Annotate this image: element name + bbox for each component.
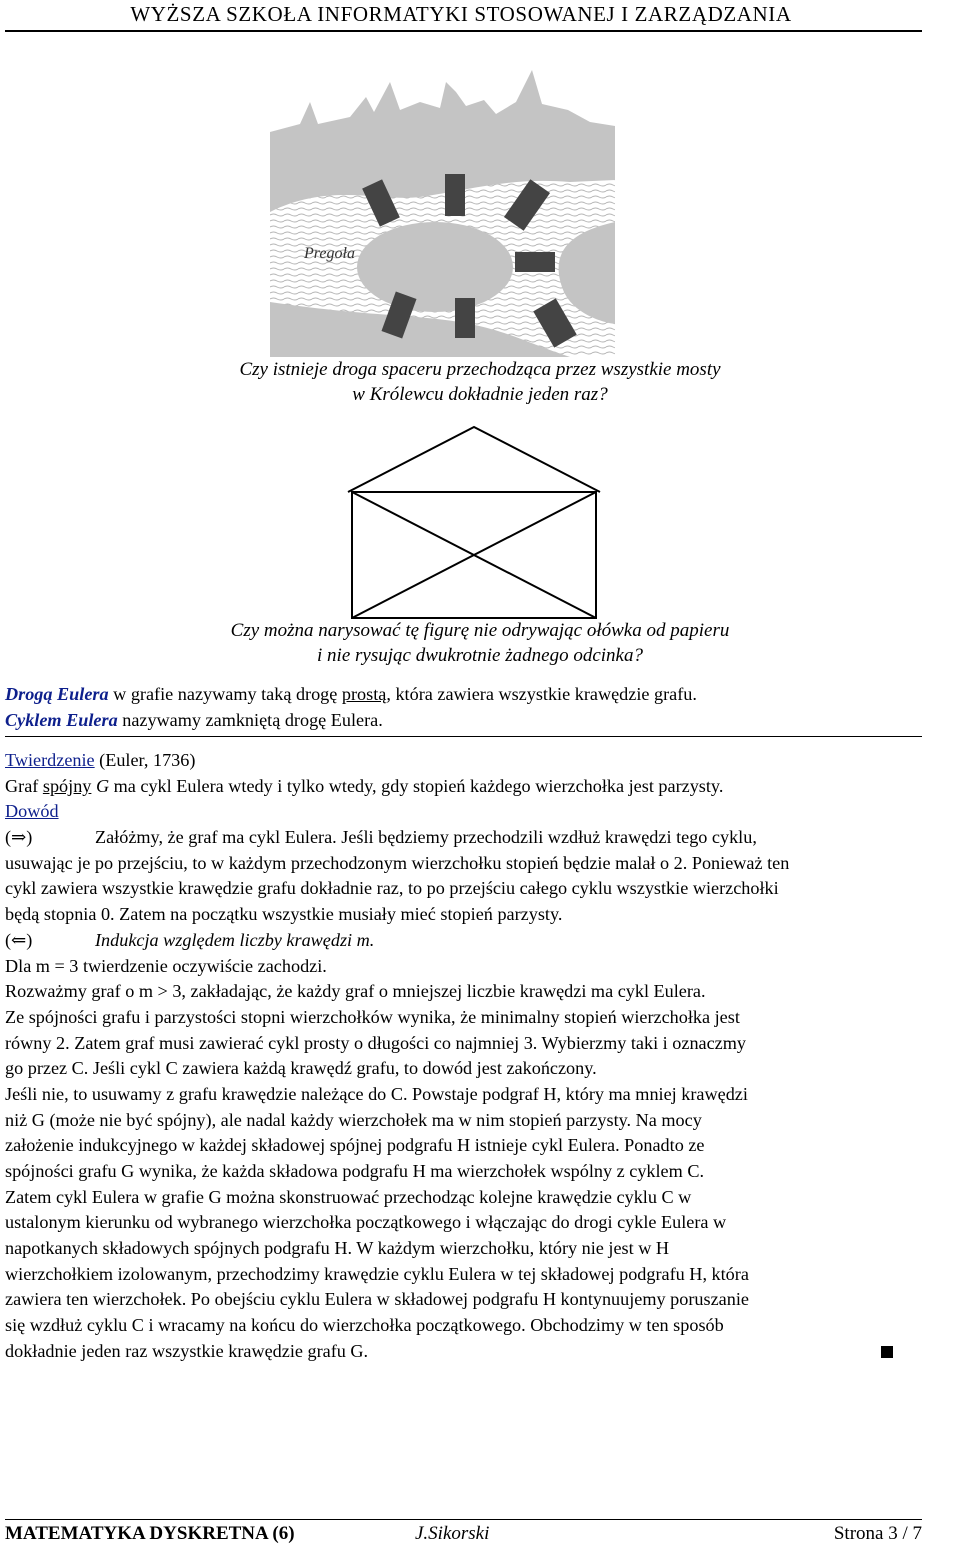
bridge-5 — [455, 298, 475, 338]
proof-line: się wzdłuż cyklu C i wracamy na końcu do wierzchołka początkowego. Obchodzimy w ten sposób — [5, 1315, 724, 1336]
proof-forward-line-3: cykl zawiera wszystkie krawędzie grafu dokładnie raz, to po przejściu całego cyklu wszystkie wierzchołki — [5, 878, 779, 899]
term-euler-path: Drogą Eulera — [5, 684, 109, 704]
link-simple-path[interactable]: prostą — [341, 684, 387, 704]
bridge-2 — [445, 174, 465, 216]
term-euler-cycle: Cyklem Eulera — [5, 709, 118, 730]
proof-line: Jeśli nie, to usuwamy z grafu krawędzie należące do C. Powstaje podgraf H, który ma mniej krawędzi — [5, 1083, 748, 1104]
definition-text: nazywamy zamkniętą drogę Eulera. — [117, 709, 383, 730]
theorem-statement — [5, 774, 915, 800]
header-rule — [5, 30, 922, 32]
proof-text: Indukcja względem liczby krawędzi m. — [95, 929, 375, 950]
proof-line: ustalonym kierunku od wybranego wierzchołka początkowego i włączając do drogi cykle Eulera w — [5, 1212, 727, 1233]
proof-line: zawiera ten wierzchołek. Po obejściu cyklu Eulera w składowej podgrafu H kontynuujemy poruszanie — [5, 1289, 749, 1310]
qed-square-icon — [881, 1346, 893, 1358]
proof-line: Zatem cykl Eulera w grafie G można skonstruować przechodząc kolejne krawędzie cyklu C w — [5, 1186, 692, 1207]
definition-euler-cycle — [5, 708, 915, 734]
theorem-heading — [5, 748, 915, 774]
definition-text: , która zawiera wszystkie krawędzie grafu. — [386, 684, 697, 704]
theorem-text: Graf — [5, 775, 43, 796]
footer-rule — [5, 1519, 922, 1520]
theorem-label: Twierdzenie — [5, 750, 95, 770]
proof-line: napotkanych składowych spójnych podgrafu H. W każdym wierzchołku, który nie jest w H — [5, 1238, 670, 1259]
proof-line: równy 2. Zatem graf musi zawierać cykl prosty o długości co najmniej 3. Wybierzmy taki i oznaczmy — [5, 1032, 746, 1053]
konigsberg-bridges-figure — [270, 62, 615, 357]
proof-line: spójności grafu G wynika, że każda składowa podgrafu H ma wierzchołek wspólny z cyklem C. — [5, 1161, 705, 1181]
figure2-caption-line1: Czy można narysować tę figurę nie odrywając ołówka od papieru — [230, 620, 730, 641]
proof-last-line — [5, 1339, 915, 1365]
proof-heading — [5, 799, 915, 825]
theorem-text: ma cykl Eulera wtedy i tylko wtedy, gdy stopień każdego wierzchołka jest parzysty. — [109, 775, 724, 796]
theorem-block — [5, 748, 915, 1365]
backward-direction-symbol: (⇐) — [5, 929, 33, 950]
proof-line: Dla m = 3 twierdzenie oczywiście zachodzi. — [5, 955, 327, 976]
footer-page-number: Strona 3 / 7 — [833, 1523, 922, 1544]
proof-text: Załóżmy, że graf ma cykl Eulera. — [95, 827, 337, 848]
river-label: Pregoła — [304, 245, 355, 262]
proof-line: Rozważmy graf o m > 3, zakładając, że każdy graf o mniejszej liczbie krawędzi ma cykl Eulera. — [5, 981, 706, 1002]
proof-text: dokładnie jeden raz wszystkie krawędzie grafu G. — [5, 1340, 369, 1361]
proof-line: go przez C. Jeśli cykl C zawiera każdą krawędź grafu, to dowód jest zakończony. — [5, 1058, 597, 1079]
proof-forward-line-4: będą stopnia 0. Zatem na początku wszystkie musiały mieć stopień parzysty. — [5, 904, 563, 925]
forward-direction-symbol: (⇒) — [5, 827, 33, 848]
kneiphof-island — [357, 222, 513, 312]
theorem-symbol-G: G — [91, 775, 110, 796]
theorem-attribution: (Euler, 1736) — [94, 750, 196, 770]
definition-text: w grafie nazywamy taką drogę — [108, 684, 342, 704]
link-connected-graph[interactable]: spójny — [42, 775, 92, 796]
figure1-caption-line2: w Królewcu dokładnie jeden raz? — [352, 384, 608, 405]
figure2-caption — [0, 618, 960, 668]
figure2-caption-line2: i nie rysując dwukrotnie żadnego odcinka? — [317, 645, 643, 666]
proof-forward-line-1 — [5, 825, 915, 851]
proof-line: Ze spójności grafu i parzystości stopni wierzchołków wynika, że minimalny stopień wierzchołka jest — [5, 1006, 740, 1027]
section-rule — [5, 736, 922, 737]
proof-line: wierzchołkiem izolowanym, przechodzimy krawędzie cyklu Eulera w tej składowej podgrafu H, która — [5, 1263, 749, 1284]
proof-backward-heading — [5, 928, 915, 954]
envelope-roof — [348, 427, 600, 492]
definition-euler-path — [5, 682, 915, 708]
envelope-graph-figure — [340, 420, 610, 625]
definitions-block — [5, 682, 915, 733]
proof-text: Jeśli będziemy przechodzili wzdłuż krawędzi tego cyklu, — [336, 827, 757, 848]
figure1-caption-line1: Czy istnieje droga spaceru przechodząca przez wszystkie mosty — [239, 359, 721, 380]
proof-line: niż G (może nie być spójny), ale nadal każdy wierzchołek ma w nim stopień parzysty. Na mocy — [5, 1109, 702, 1130]
bridge-6 — [515, 252, 555, 272]
footer-author: J.Sikorski — [415, 1523, 490, 1544]
document-header-title: WYŻSZA SZKOŁA INFORMATYKI STOSOWANEJ I ZARZĄDZANIA — [130, 2, 792, 26]
proof-label: Dowód — [5, 801, 59, 822]
footer-course: MATEMATYKA DYSKRETNA (6) — [5, 1523, 295, 1544]
proof-line: założenie indukcyjnego w każdej składowej spójnej podgrafu H istnieje cykl Eulera. Ponadto ze — [5, 1135, 705, 1156]
figure1-caption — [0, 357, 960, 407]
proof-forward-line-2: usuwając je po przejściu, to w każdym przechodzonym wierzchołku stopień będzie malał o 2. Ponieważ ten — [5, 852, 790, 873]
